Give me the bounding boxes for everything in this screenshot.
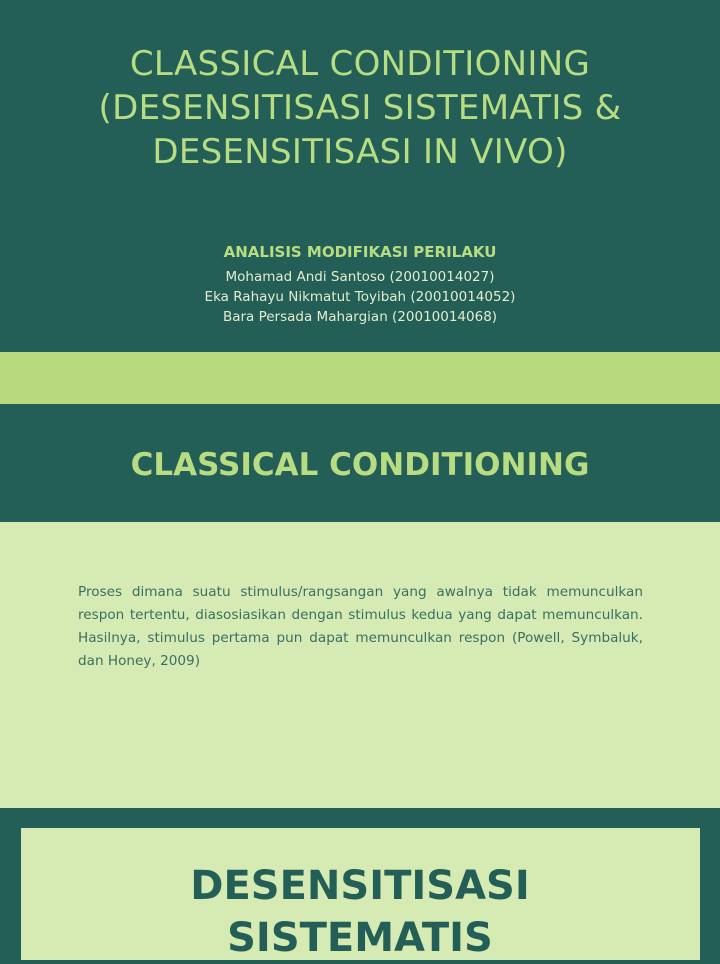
course-subtitle: ANALISIS MODIFIKASI PERILAKU — [223, 243, 497, 261]
card-title — [0, 860, 720, 964]
main-title-line-3: DESENSITISASI IN VIVO) — [152, 132, 568, 172]
slide-divider-band — [0, 352, 720, 404]
title-slide — [0, 0, 720, 352]
author-item: Bara Persada Mahargian (20010014068) — [222, 309, 498, 325]
main-title — [40, 42, 680, 174]
card-title-line-2: SISTEMATIS — [227, 915, 493, 961]
main-title-line-1: CLASSICAL CONDITIONING — [129, 44, 591, 84]
card-title-line-1: DESENSITISASI — [190, 863, 530, 909]
author-list — [0, 267, 720, 327]
author-item: Eka Rahayu Nikmatut Toyibah (20010014052) — [204, 289, 516, 305]
section-title: CLASSICAL CONDITIONING — [130, 447, 590, 483]
main-title-line-2: (DESENSITISASI SISTEMATIS & — [98, 88, 622, 128]
definition-paragraph: Proses dimana suatu stimulus/rangsangan yang awalnya tidak memunculkan respon tertentu, diasosiasikan dengan stimulus kedua yang dapat memunculkan. Hasilnya, stimulus pertama pun dapat memunculkan respon (Powell, Symbaluk, dan Honey, 2009) — [78, 584, 643, 669]
author-item: Mohamad Andi Santoso (20010014027) — [225, 269, 495, 285]
